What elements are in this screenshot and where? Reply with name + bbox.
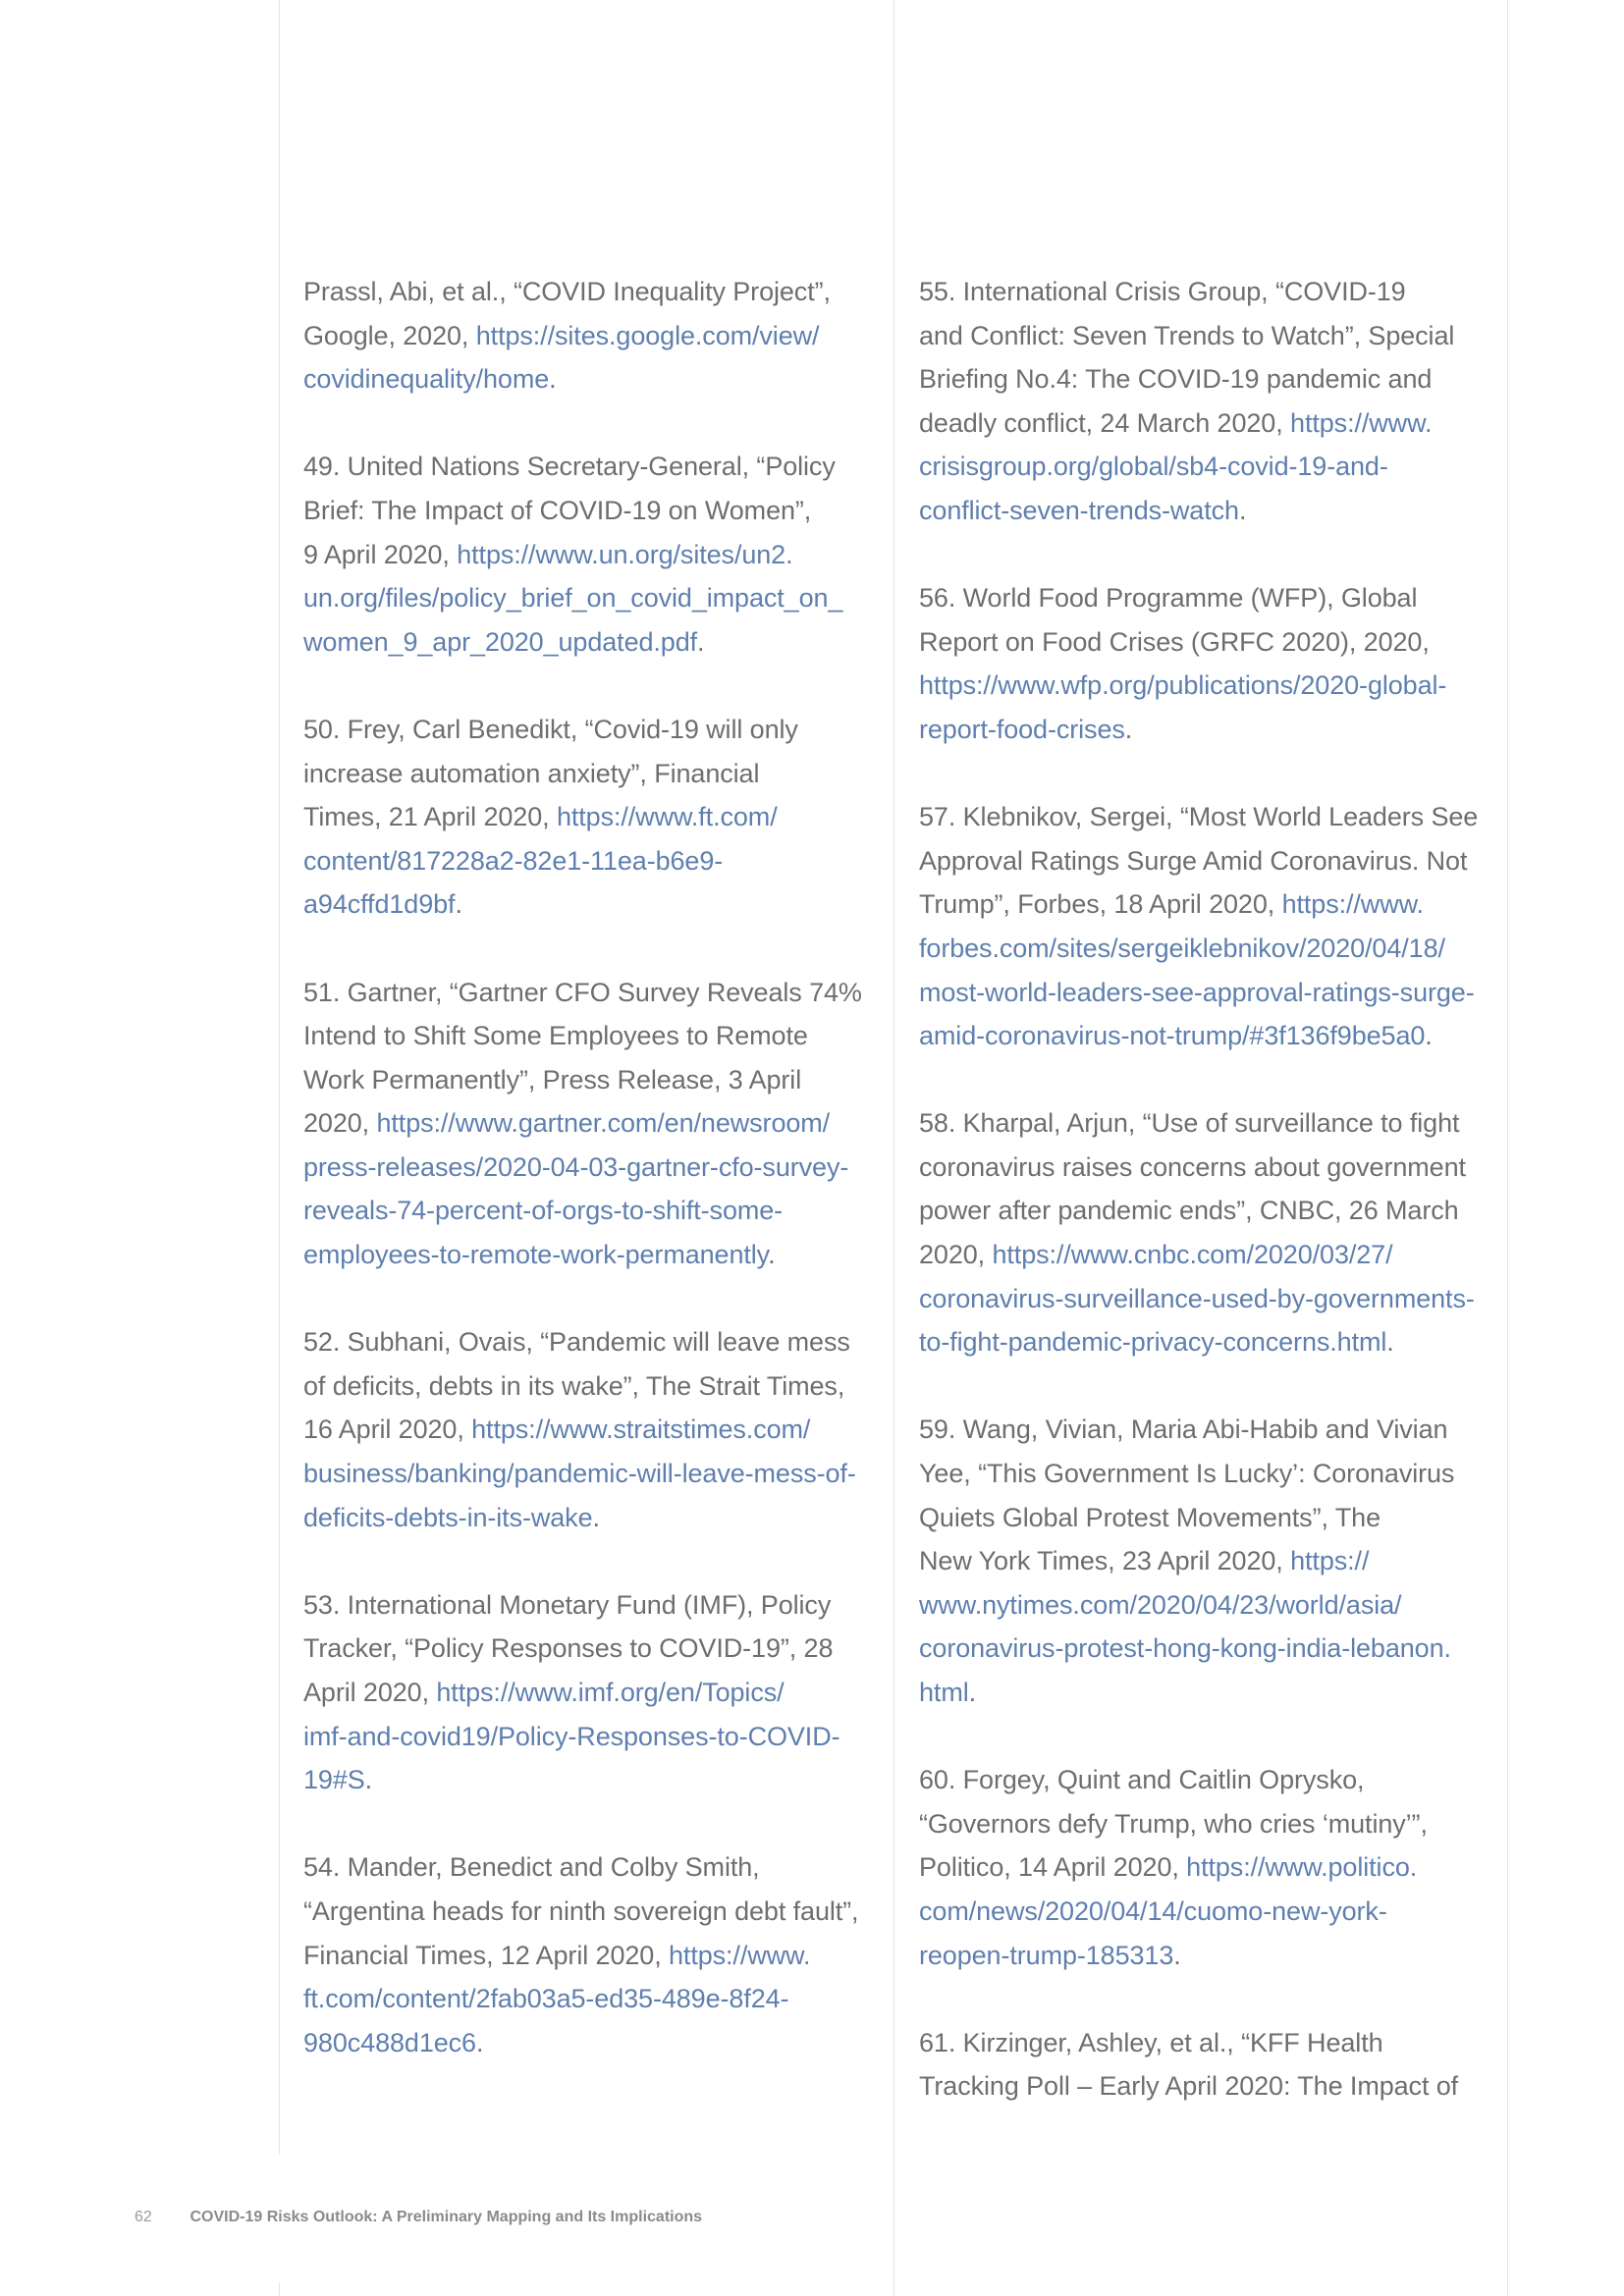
reference-line (919, 1496, 1493, 1540)
reference-text: 53. International Monetary Fund (IMF), Policy (303, 1589, 832, 1620)
reference-link[interactable]: https://sites.google.com/view/ (475, 320, 820, 350)
reference-text: . (1238, 495, 1247, 525)
reference-line (919, 2064, 1493, 2109)
reference-text: Financial Times, 12 April 2020, (303, 1940, 669, 1970)
reference-line (303, 445, 878, 489)
reference-text: increase automation anxiety”, Financial (303, 758, 760, 788)
reference-line (303, 839, 878, 883)
reference-link[interactable]: forbes.com/sites/sergeiklebnikov/2020/04/18/ (919, 933, 1445, 963)
reference-entry (919, 1758, 1493, 1977)
reference-line (303, 1452, 878, 1496)
reference-entry (919, 1408, 1493, 1714)
reference-line (303, 1715, 878, 1759)
reference-line (303, 795, 878, 839)
reference-line (919, 2021, 1493, 2065)
reference-link[interactable]: https://www.wfp.org/publications/2020-global- (919, 670, 1447, 701)
reference-line (303, 270, 878, 314)
reference-link[interactable]: coronavirus-protest-hong-kong-india-lebanon. (919, 1633, 1451, 1664)
reference-text: 59. Wang, Vivian, Maria Abi-Habib and Vivian (919, 1415, 1448, 1445)
reference-link[interactable]: coronavirus-surveillance-used-by-governments- (919, 1283, 1475, 1313)
reference-text: . (1386, 1327, 1394, 1358)
reference-link[interactable]: html (919, 1678, 969, 1707)
reference-text: New York Times, 23 April 2020, (919, 1546, 1291, 1576)
reference-line (303, 576, 878, 620)
reference-link[interactable]: https://www. (1290, 407, 1433, 438)
reference-link[interactable]: covidinequality/home (303, 364, 550, 395)
reference-line (919, 708, 1493, 752)
reference-text: . (968, 1678, 977, 1707)
reference-link[interactable]: ft.com/content/2fab03a5-ed35-489e-8f24- (303, 1984, 789, 2014)
reference-text: Intend to Shift Some Employees to Remote (303, 1021, 808, 1051)
reference-entry (303, 708, 878, 927)
reference-entry (919, 1101, 1493, 1364)
reference-line (919, 401, 1493, 446)
reference-link[interactable]: 980c488d1ec6 (303, 2027, 476, 2057)
reference-line (919, 357, 1493, 401)
reference-link[interactable]: reopen-trump-185313 (919, 1940, 1174, 1970)
reference-text: 55. International Crisis Group, “COVID-19 (919, 277, 1406, 306)
column-divider-right (1507, 0, 1508, 2296)
reference-line (303, 620, 878, 665)
reference-line (919, 1320, 1493, 1364)
reference-line (303, 971, 878, 1015)
reference-line (919, 664, 1493, 708)
reference-text: of deficits, debts in its wake”, The Strait Times, (303, 1370, 845, 1401)
reference-text: . (697, 626, 705, 657)
reference-line (919, 1627, 1493, 1671)
reference-link[interactable]: content/817228a2-82e1-11ea-b6e9- (303, 845, 724, 876)
reference-text: 51. Gartner, “Gartner CFO Survey Reveals 74% (303, 977, 862, 1007)
reference-text: Tracking Poll – Early April 2020: The Impact of (919, 2071, 1459, 2102)
reference-link[interactable]: 19#S (303, 1765, 365, 1795)
reference-line (919, 270, 1493, 314)
reference-link[interactable]: www.nytimes.com/2020/04/23/world/asia/ (919, 1589, 1402, 1620)
reference-text: 60. Forgey, Quint and Caitlin Oprysko, (919, 1765, 1365, 1795)
reference-text: Prassl, Abi, et al., “COVID Inequality Project”, (303, 277, 831, 306)
reference-link[interactable]: report-food-crises (919, 714, 1125, 744)
reference-line (919, 489, 1493, 533)
reference-entry (919, 795, 1493, 1058)
reference-text: 16 April 2020, (303, 1415, 472, 1445)
reference-link[interactable]: amid-coronavirus-not-trump/#3f136f9be5a0 (919, 1021, 1426, 1051)
reference-line (919, 1189, 1493, 1233)
reference-line (303, 1189, 878, 1233)
reference-line (303, 1058, 878, 1102)
references-column-left (303, 270, 878, 2109)
reference-line (303, 882, 878, 927)
reference-line (303, 1101, 878, 1146)
reference-entry (303, 971, 878, 1277)
reference-line (303, 1934, 878, 1978)
reference-line (919, 1671, 1493, 1715)
reference-text: power after pandemic ends”, CNBC, 26 March (919, 1196, 1459, 1226)
reference-link[interactable]: conflict-seven-trends-watch (919, 495, 1239, 525)
reference-line (919, 882, 1493, 927)
reference-link[interactable]: https://www.politico. (1186, 1852, 1418, 1883)
reference-text: “Governors defy Trump, who cries ‘mutiny’”, (919, 1808, 1428, 1839)
reference-link[interactable]: https://www.straitstimes.com/ (471, 1415, 811, 1445)
reference-text: Times, 21 April 2020, (303, 802, 557, 832)
reference-entry (303, 1583, 878, 1802)
reference-line (919, 1101, 1493, 1146)
reference-line (303, 357, 878, 401)
reference-text: Trump”, Forbes, 18 April 2020, (919, 889, 1282, 920)
reference-line (919, 1277, 1493, 1321)
reference-link[interactable]: business/banking/pandemic-will-leave-mess-of- (303, 1459, 856, 1489)
reference-text: Politico, 14 April 2020, (919, 1852, 1187, 1883)
reference-link[interactable]: https://www.imf.org/en/Topics/ (436, 1678, 785, 1707)
reference-text: 57. Klebnikov, Sergei, “Most World Leaders See (919, 802, 1479, 832)
reference-line (303, 314, 878, 358)
reference-line (919, 839, 1493, 883)
reference-text: 2020, (919, 1240, 993, 1270)
reference-line (919, 1583, 1493, 1628)
reference-line (303, 1233, 878, 1277)
reference-text: Yee, “This Government Is Lucky’: Coronavirus (919, 1459, 1455, 1489)
reference-line (919, 445, 1493, 489)
reference-line (303, 2021, 878, 2065)
reference-text: . (455, 889, 462, 920)
reference-text: Work Permanently”, Press Release, 3 April (303, 1064, 802, 1095)
reference-text: Approval Ratings Surge Amid Coronavirus. Not (919, 845, 1468, 876)
references-column-right (919, 270, 1493, 2153)
page-footer (135, 2209, 702, 2226)
reference-link[interactable]: imf-and-covid19/Policy-Responses-to-COVID- (303, 1721, 840, 1751)
column-divider-middle (893, 0, 894, 2296)
reference-text: . (1124, 714, 1133, 744)
reference-text: . (1425, 1021, 1433, 1051)
reference-line (303, 489, 878, 533)
reference-line (303, 1014, 878, 1058)
reference-entry (919, 270, 1493, 533)
reference-line (919, 1758, 1493, 1802)
reference-line (919, 1802, 1493, 1846)
reference-link[interactable]: most-world-leaders-see-approval-ratings-surge- (919, 977, 1475, 1007)
reference-text: Report on Food Crises (GRFC 2020), 2020, (919, 626, 1430, 657)
reference-link[interactable]: https://www.ft.com/ (556, 802, 778, 832)
reference-line (919, 1934, 1493, 1978)
reference-entry (303, 1845, 878, 2064)
reference-line (919, 576, 1493, 620)
reference-text: 61. Kirzinger, Ashley, et al., “KFF Health (919, 2027, 1383, 2057)
reference-text: . (1173, 1940, 1181, 1970)
reference-line (919, 314, 1493, 358)
reference-line (303, 1364, 878, 1409)
reference-text: Briefing No.4: The COVID-19 pandemic and (919, 364, 1433, 395)
reference-entry (303, 270, 878, 401)
reference-text: Tracker, “Policy Responses to COVID-19”, 28 (303, 1633, 834, 1664)
reference-line (303, 708, 878, 752)
reference-link[interactable]: press-releases/2020-04-03-gartner-cfo-survey- (303, 1151, 849, 1182)
reference-link[interactable]: reveals-74-percent-of-orgs-to-shift-some- (303, 1196, 784, 1226)
reference-link[interactable]: to-fight-pandemic-privacy-concerns.html (919, 1327, 1387, 1358)
reference-link[interactable]: employees-to-remote-work-permanently (303, 1240, 769, 1270)
reference-text: “Argentina heads for ninth sovereign debt fault”, (303, 1896, 859, 1926)
reference-entry (919, 576, 1493, 751)
reference-line (919, 927, 1493, 971)
reference-text: 49. United Nations Secretary-General, “Policy (303, 452, 836, 482)
reference-text: 50. Frey, Carl Benedikt, “Covid-19 will only (303, 714, 798, 744)
reference-link[interactable]: https://www.un.org/sites/un2. (457, 539, 793, 569)
reference-text: . (592, 1502, 600, 1532)
reference-line (303, 1320, 878, 1364)
reference-text: Google, 2020, (303, 320, 476, 350)
reference-link[interactable]: a94cffd1d9bf (303, 889, 456, 920)
reference-text: 56. World Food Programme (WFP), Global (919, 583, 1418, 614)
column-divider-left (279, 0, 280, 2296)
reference-line (919, 1408, 1493, 1452)
reference-text: 54. Mander, Benedict and Colby Smith, (303, 1852, 760, 1883)
reference-line (919, 971, 1493, 1015)
reference-entry (919, 2021, 1493, 2109)
reference-link[interactable]: women_9_apr_2020_updated.pdf (303, 626, 698, 657)
reference-line (303, 1845, 878, 1890)
reference-text: 52. Subhani, Ovais, “Pandemic will leave mess (303, 1327, 850, 1358)
reference-text: . (364, 1765, 373, 1795)
reference-line (919, 1452, 1493, 1496)
reference-link[interactable]: https://www. (1281, 889, 1424, 920)
reference-text: . (768, 1240, 776, 1270)
reference-line (919, 1539, 1493, 1583)
reference-link[interactable]: https:// (1290, 1546, 1370, 1576)
document-title: COVID-19 Risks Outlook: A Preliminary Mapping and Its Implications (189, 2209, 703, 2225)
reference-line (303, 1627, 878, 1671)
reference-line (919, 620, 1493, 665)
reference-line (303, 1671, 878, 1715)
reference-line (303, 752, 878, 796)
reference-text: 9 April 2020, (303, 539, 458, 569)
reference-link[interactable]: crisisgroup.org/global/sb4-covid-19-and- (919, 452, 1388, 482)
reference-line (919, 1146, 1493, 1190)
reference-line (303, 533, 878, 577)
reference-entry (303, 1320, 878, 1539)
reference-link[interactable]: deficits-debts-in-its-wake (303, 1502, 593, 1532)
reference-line (303, 1408, 878, 1452)
reference-line (919, 1890, 1493, 1934)
reference-text: 58. Kharpal, Arjun, “Use of surveillance to fight (919, 1108, 1460, 1139)
reference-link[interactable]: https://www. (669, 1940, 811, 1970)
reference-text: Brief: The Impact of COVID-19 on Women”, (303, 495, 812, 525)
reference-text: . (475, 2027, 484, 2057)
reference-line (303, 1758, 878, 1802)
reference-text: April 2020, (303, 1678, 437, 1707)
reference-text: coronavirus raises concerns about government (919, 1151, 1466, 1182)
reference-text: and Conflict: Seven Trends to Watch”, Special (919, 320, 1455, 350)
reference-text: deadly conflict, 24 March 2020, (919, 407, 1291, 438)
reference-link[interactable]: com/news/2020/04/14/cuomo-new-york- (919, 1896, 1387, 1926)
reference-text: 2020, (303, 1108, 377, 1139)
reference-entry (303, 445, 878, 664)
reference-line (303, 1496, 878, 1540)
reference-line (919, 1845, 1493, 1890)
reference-line (919, 1233, 1493, 1277)
reference-line (303, 1146, 878, 1190)
reference-line (919, 795, 1493, 839)
reference-line (303, 1583, 878, 1628)
page-number: 62 (135, 2209, 152, 2225)
reference-link[interactable]: https://www.cnbc.com/2020/03/27/ (992, 1240, 1393, 1270)
reference-line (303, 1977, 878, 2021)
reference-link[interactable]: un.org/files/policy_brief_on_covid_impact_on_ (303, 583, 843, 614)
reference-text: Quiets Global Protest Movements”, The (919, 1502, 1381, 1532)
reference-link[interactable]: https://www.gartner.com/en/newsroom/ (376, 1108, 831, 1139)
reference-text: . (549, 364, 557, 395)
reference-line (919, 1014, 1493, 1058)
reference-line (303, 1890, 878, 1934)
